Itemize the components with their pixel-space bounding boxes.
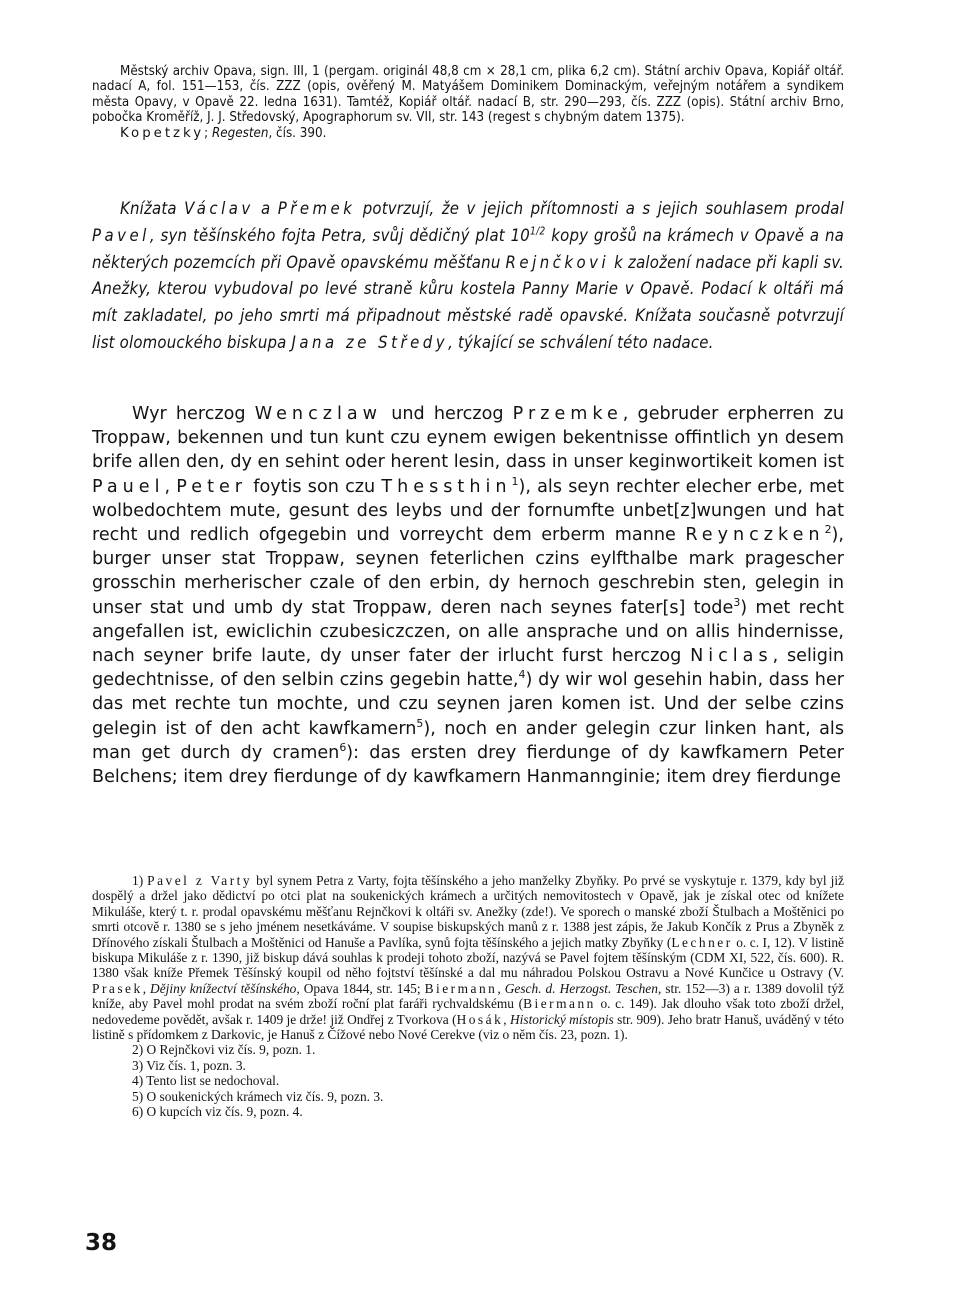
charter-fragment: ), burger unser stat Troppaw, seynen feterlichen czins eylfthalbe mark pragescher grosschin merherischer czale of den erbin, dy hernoch geschrebin sten, gelegin in unser stat und umb dy stat Troppaw, deren nach seynes fater[s] tode	[92, 525, 844, 618]
regest-reference	[92, 126, 844, 141]
abstract-fragment: k založení nadace při kapli sv. Anežky, kterou vybudoval po levé straně kůru kostela Panny Marie v Opavě. Podací k oltáři má mít zakladatel, po jeho smrti má připadnout městské radě opavské. Knížata současně potvrzují list olomouckého biskupa	[92, 252, 844, 352]
footnote-number: 1)	[132, 873, 144, 888]
person-name: Václav	[184, 199, 254, 218]
charter-paragraph	[92, 402, 844, 789]
footnote	[92, 873, 844, 1042]
author-name: Biermann	[523, 996, 596, 1012]
footnote-fragment: str. 909). Jeho bratr Hanuš, uváděný v této listině s přídomkem z Darkovic, je Hanuš z Čížové nebo Nové Cerekve (viz o něm čís. 23, pozn. 1).	[92, 1011, 844, 1043]
abstract-fragment: Knížata	[120, 199, 185, 218]
footnote-marker[interactable]: 5	[416, 716, 424, 730]
footnote-number: 4)	[132, 1073, 144, 1089]
archival-source-note	[92, 64, 844, 141]
charter-fragment: und herczog	[382, 404, 513, 424]
footnote-text: Viz čís. 1, pozn. 3.	[143, 1057, 246, 1073]
abstract-fragment: a	[253, 199, 278, 218]
footnote-fragment: ,	[497, 980, 505, 996]
footnotes	[92, 873, 844, 1120]
abstract-fragment: , syn těšínského fojta Petra, svůj dědičný plat 10	[149, 225, 530, 245]
footnote-fragment: o. c. 149). Jak dlouho však toto zboží držel, nedovedeme povědět, avšak r. 1409 je drže! již Ondřej z Tvorkova (	[92, 996, 844, 1027]
work-title: Dějiny knížectví těšínského	[150, 980, 297, 996]
footnote-fragment: , Opava 1844, str. 145;	[296, 980, 425, 996]
author-name: Prasek	[92, 980, 143, 996]
person-name: Jana ze Středy	[291, 332, 449, 352]
footnote-marker[interactable]: 4	[518, 668, 526, 682]
charter-fragment: Wyr herczog	[132, 404, 255, 424]
charter-fragment: ) met recht angefallen ist, ewiclichin czubesiczczen, on alle ansprache und on allis hindernisse, nach seyner brife laute, dy unser fater der irlucht furst herczog	[92, 597, 844, 667]
abstract-fragment: potvrzují, že v jejich přítomnosti a s jejich souhlasem prodal	[355, 199, 844, 218]
person-name: Pauel	[92, 476, 165, 497]
charter-fragment: ), als seyn rechter elecher erbe, met wolbedochtem mute, gesunt des leybs und der fornumfte unbet[z]wungen und hat recht und redlich ofgegebin und vorreycht dem erberm manne	[92, 476, 844, 546]
footnote	[92, 1073, 844, 1088]
archival-source-text	[92, 64, 844, 126]
footnote-marker[interactable]: 6	[339, 740, 347, 754]
archival-source-line: Městský archiv Opava, sign. III, 1 (pergam. originál 48,8 cm × 28,1 cm, plika 6,2 cm). Státní archiv Opava, Kopiář oltář. nadací A, fol. 151—153, čís. ZZZ (opis, ověřený M. Matyášem Dominikem Dominackým, veřejným notářem a syndikem města Opavy, v Opavě 22. ledna 1631). Tamtéž, Kopiář oltář. nadací B, str. 290—293, čís. ZZZ (opis). Státní archiv Brno, pobočka Kroměříž, J. J. Středovský, Apographorum sv. VII, str. 143 (regest s chybným datem 1375).	[92, 64, 844, 126]
footnote-fragment: , str. 152—3) a r. 1389 dovolil týž kníže, aby Pavel mohl prodat na svém zboží roční plat faráři rychvaldskému (	[92, 980, 844, 1012]
charter-fragment: ), noch en ander gelegin czur linken hant, als man get durch dy cramen	[92, 718, 844, 763]
footnote-text: O soukenických krámech viz čís. 9, pozn. 3.	[143, 1088, 384, 1104]
charter-fragment: ,	[164, 476, 177, 497]
author-name: Lechner	[671, 934, 733, 950]
footnote-marker[interactable]: 2	[824, 523, 832, 537]
work-title: Gesch. d. Herzogst. Teschen	[504, 980, 658, 996]
reference-title: Regesten	[211, 125, 269, 141]
footnote-fragment: ,	[142, 980, 151, 996]
person-name: Niclas	[690, 646, 773, 667]
footnote	[92, 1042, 844, 1057]
charter-fragment: , gebruder erpherren zu Troppaw, bekennen und tun kunt czu eynem ewigen bekentnisse offintlich yn desem brife allen den, dy en sehint oder herent lesin, dass in unser keginwortikeit komen ist	[92, 404, 844, 473]
author-name: Hosák	[456, 1011, 504, 1027]
charter-fragment: ) dy wir wol gesehin habin, dass her das met rechte tun mochte, und czu seynen jaren komen ist. Und der selbe czins gelegin ist of den acht kawfkamern	[92, 670, 844, 739]
footnote-fragment: ,	[503, 1011, 510, 1027]
place-name: Thessthin	[381, 476, 512, 497]
footnote-number: 2)	[132, 1042, 144, 1058]
footnote-text: O Rejnčkovi viz čís. 9, pozn. 1.	[143, 1042, 316, 1058]
author-name: Biermann	[424, 980, 498, 996]
footnote-number: 5)	[132, 1088, 144, 1104]
footnote-number: 3)	[132, 1057, 144, 1073]
footnote	[92, 1089, 844, 1104]
person-name: Przemke	[512, 404, 623, 424]
abstract-fragment: kopy grošů na krámech v Opavě a na některých pozemcích při Opavě opavskému měšťanu	[92, 225, 844, 272]
abstract	[92, 196, 844, 357]
abstract-fragment: , týkající se schválení této nadace.	[448, 332, 714, 352]
page-number: 38	[85, 1230, 118, 1256]
footnote	[92, 1104, 844, 1119]
charter-fragment: foytis son czu	[247, 476, 382, 497]
footnote-number: 6)	[132, 1104, 144, 1120]
person-name: Pavel	[92, 225, 150, 245]
reference-separator: ;	[204, 125, 212, 141]
reference-number: , čís. 390.	[268, 125, 327, 141]
footnote-fragment: byl synem Petra z Varty, fojta těšínského a jeho manželky Zbyňky. Po prvé se vyskytuje r. 1379, kdy byl již dospělý a držel jako dědictví po otci plat na soukenických krámech a určitých nemovitostech v Opavě, jak je získal otec od knížete Mikuláše, který t. r. prodal opavskému měšťanu Rejnčkovi k oltáři sv. Anežky (zde!). Ve sporech o manské zboží Štulbach a Moštěnici po smrti otcově r. 1380 se s jeho jménem nesetkáváme. V soupise biskupských manů z r. 1388 jest zápis, že Jakub Končík z Prus a Zbyněk z Dřínového získali Štulbach a Moštěnici od Hanuše a Pavlíka, synů fojta těšínského a jejich matky Zbyňky (	[92, 873, 844, 950]
person-name: Wenczlaw	[254, 404, 383, 424]
reference-author: Kopetzky	[120, 125, 205, 141]
footnote-marker[interactable]: 1	[511, 474, 519, 488]
footnote-fragment: o. c. I, 12). V listině biskupa Mikuláše z r. 1390, již biskup dává souhlas k prodeji tohoto zboží, nazývá se Pavel fojtem těšínským (CDM XI, 522, čís. 600). R. 1380 však kníže Přemek Těšínský koupil od něho fojtství těšínské a dal mu náhradou Polskou Ostravu a Nové Kunčice u Ostravy (V.	[92, 934, 844, 981]
work-title: Historický místopis	[509, 1011, 614, 1027]
footnote	[92, 1058, 844, 1073]
charter-text	[92, 402, 844, 789]
person-name: Pavel z Varty	[147, 873, 253, 888]
person-name: Peter	[176, 476, 248, 497]
fraction: 1/2	[530, 225, 546, 238]
person-name: Rejnčkovi	[505, 252, 610, 272]
abstract-text	[92, 196, 844, 357]
person-name: Reynczken	[685, 525, 825, 546]
footnote-marker[interactable]: 3	[733, 595, 741, 609]
footnote-text: Tento list se nedochoval.	[143, 1073, 280, 1089]
person-name: Přemek	[277, 199, 356, 218]
footnote-text: O kupcích viz čís. 9, pozn. 4.	[143, 1104, 303, 1120]
charter-fragment: ): das ersten drey fierdunge of dy kawfkamern Peter Belchens; item drey fierdunge of dy kawfkamern Hanmannginie; item drey fierdunge	[92, 742, 845, 788]
charter-fragment: , seligin gedechtnisse, of den selbin czins gegebin hatte,	[92, 646, 844, 691]
